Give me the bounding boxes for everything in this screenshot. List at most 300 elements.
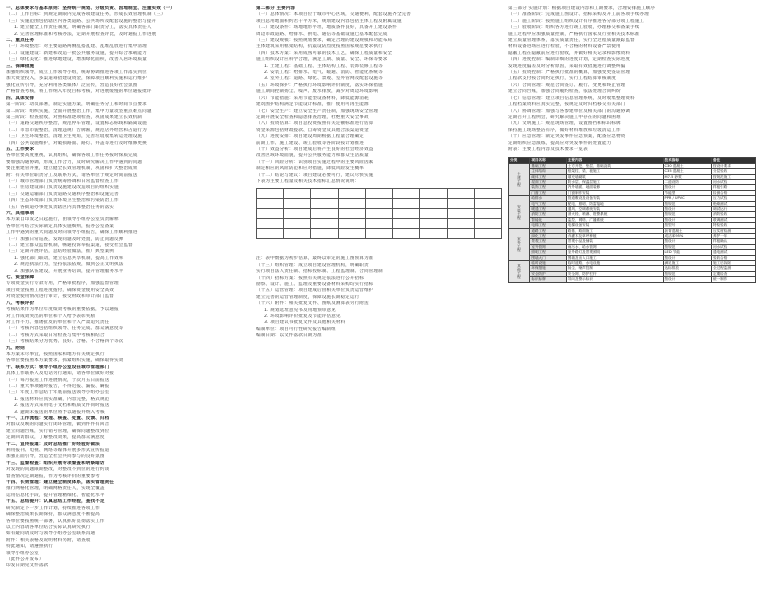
table-cell bbox=[447, 209, 474, 219]
table-cell bbox=[420, 229, 447, 239]
table-cell: 环保措施 bbox=[530, 266, 566, 271]
table-cell: LED 节能 bbox=[663, 250, 711, 255]
table-cell: 样板引路 bbox=[711, 185, 755, 190]
text-line: 运用信息化手段，提升管理精细化、智能化水平 bbox=[6, 492, 105, 498]
text-line: （四）技术方案：采用成熟可靠的技术工艺，确保工程质量和安全 bbox=[256, 50, 393, 56]
table-cell bbox=[338, 229, 365, 239]
table-cell bbox=[420, 189, 447, 199]
text-line: （七）安全生产：建立安全生产责任制，加强现场安全管理 bbox=[256, 108, 379, 114]
engineering-table bbox=[508, 157, 756, 282]
table-cell bbox=[257, 229, 284, 239]
table-cell: 智能化 bbox=[530, 217, 566, 222]
table-cell: 砌体工程 bbox=[530, 174, 566, 179]
text-line: 确保整治成果长期保持，群众满意度不断提高 bbox=[6, 512, 100, 518]
table-cell: 按设计 bbox=[663, 207, 711, 212]
text-line: （一）考核内容包括组织领导、任务完成、群众满意度等 bbox=[6, 326, 124, 332]
text-line: 施工过程中应加强质量控制，严格执行国家及行业相关技术标准 bbox=[508, 31, 640, 37]
text-line: （十六）附件：相关批复文件、图纸及测算表另行附送 bbox=[256, 301, 369, 307]
table-cell bbox=[284, 189, 311, 199]
table-group-cell: 安装工程 bbox=[509, 196, 530, 228]
table-cell: 安全网、防护栏杆 bbox=[566, 271, 663, 276]
text-line: 考核结果作为单位年度绩效考核的重要依据，予以通报 bbox=[6, 307, 119, 313]
text-line: 各单位可结合实际制定具体实施细则，报办公室备案 bbox=[6, 223, 114, 229]
text-line: 二、重点任务 bbox=[6, 38, 35, 44]
table-cell: 施工后拆除 bbox=[711, 261, 755, 266]
table-header-cell: 主要内容 bbox=[566, 158, 663, 163]
text-line: 具体工作联系人及电话另行通知，请各单位做好对接 bbox=[6, 371, 114, 377]
text-line: （一）准备阶段：完成施工图设计、招标采购及开工前各项手续办理 bbox=[508, 12, 649, 18]
text-column-right bbox=[508, 6, 756, 606]
table-cell bbox=[365, 219, 392, 229]
table-cell bbox=[447, 229, 474, 239]
table-cell bbox=[284, 229, 311, 239]
text-line: 隐蔽工程在隐蔽前应进行验收，并做好相关记录和影像资料 bbox=[508, 50, 631, 56]
text-line: 1. 报送材料应真实准确，内容完整，格式规范 bbox=[14, 396, 110, 402]
table-header-cell: 分类 bbox=[509, 158, 530, 163]
table-cell bbox=[474, 229, 501, 239]
text-line: （二）工作目标：到规定期限内完成各项建设任务，形成长效管理机制（三） bbox=[6, 12, 166, 18]
table-cell: 闭水试验 bbox=[711, 179, 755, 184]
text-line: 编制日期：以文件落款日期为准 bbox=[256, 333, 322, 339]
text-line: （四）生态环境部门负责环境卫生整治和污染防治工作 bbox=[6, 198, 119, 204]
table-cell: 道路工程 bbox=[530, 228, 566, 233]
text-line: （六）节能措施：采用节能型设备材料，降低能源消耗 bbox=[256, 95, 369, 101]
text-line: 印发日期见文件落款 bbox=[6, 563, 49, 569]
table-cell: 室外路灯及景观照明 bbox=[566, 250, 663, 255]
text-line: 1. 强化部门联动，建立信息共享机制，提高工作效率 bbox=[14, 255, 124, 261]
text-line: 建立问题台账，实行销号管理，确保问题整改到位 bbox=[6, 428, 110, 434]
text-line: 2. 安装工程：给排水、电气、暖通、消防、智能化系统等 bbox=[264, 70, 383, 76]
table-cell: 沥青混凝土 bbox=[663, 228, 711, 233]
table-cell bbox=[338, 209, 365, 219]
table-cell: 内外墙面、地面装修 bbox=[566, 185, 663, 190]
table-cell: M7.5 砂浆 bbox=[663, 174, 711, 179]
text-line: 十三、监督检查：组织开展专项督查和明察暗访 bbox=[6, 460, 105, 466]
text-line: 实行项目法人责任制、招标投标制、工程监理制、合同管理制 bbox=[256, 269, 383, 275]
table-cell: 节能型 bbox=[663, 190, 711, 195]
table-cell: 通电测试 bbox=[711, 250, 755, 255]
text-line: 督查情况定期通报，作为考核评价的重要参考 bbox=[6, 473, 100, 479]
text-line: （十五）运营管理：项目建成后由相关单位负责运营维护 bbox=[256, 288, 374, 294]
text-line: 利用报刊、电视、网络等媒体开展多形式宣传报道 bbox=[6, 448, 110, 454]
text-line: （四）进度控制：编制详细的进度计划，定期检查实际进度 bbox=[508, 57, 631, 63]
text-line: 定期回访群众，了解整改效果，提高群众满意度 bbox=[6, 435, 105, 441]
text-line: （二）设施建设：新建和改造一批公共服务设施，提升综合承载能力 bbox=[6, 50, 147, 56]
text-line: 对工作不力、推诿扯皮的单位和个人严肃追究责任 bbox=[6, 319, 110, 325]
text-line: 对发现的问题限期整改，对整改不到位的进行约谈 bbox=[6, 467, 110, 473]
text-line: （三）建设规模：按照规划要求，确定合理的建设规模和功能布局 bbox=[256, 38, 393, 44]
table-cell: 分层验收 bbox=[711, 169, 755, 174]
table-cell: 达标排放 bbox=[663, 266, 711, 271]
table-cell: 标识标牌 bbox=[530, 277, 566, 282]
table-row bbox=[257, 229, 502, 239]
table-cell: 满足施工 bbox=[663, 261, 711, 266]
table-cell: PPR / UPVC bbox=[663, 196, 711, 201]
table-cell bbox=[257, 219, 284, 229]
table-cell bbox=[311, 229, 338, 239]
text-line: （十）应急管理：制定突发事件应急预案，配备应急物资 bbox=[508, 134, 626, 140]
text-line: （一）城市管理部门负责统筹协调和日常监督检查工作 bbox=[6, 178, 119, 184]
text-line: （十三）组织管理：成立项目建设管理机构，明确职责 bbox=[256, 262, 369, 268]
text-line: 对群众反映的问题实行闭环管理，做到件件有回音 bbox=[6, 422, 110, 428]
text-line: （二）考核方式采取日常检查与集中考核相结合 bbox=[6, 332, 105, 338]
text-line: 十四、长效管理：建立健全制度体系，落实管理责任 bbox=[6, 480, 114, 486]
text-line: （五）投资控制：严格执行批准的概算，加强变更签证管理 bbox=[508, 70, 631, 76]
text-line: 十一、工作流程：受理、核查、处置、反馈、归档 bbox=[6, 416, 110, 421]
table-header-cell: 技术指标 bbox=[663, 158, 711, 163]
table-cell: 填充墙砌筑 bbox=[566, 174, 663, 179]
table-cell: 门窗制作安装 bbox=[566, 190, 663, 195]
text-line: （一）总体情况：本项目位于城市中心区域，交通便利，配套设施齐全完善 bbox=[256, 12, 411, 18]
text-line: 2. 完善管理标准和考核办法，定期开展检查评比，及时通报工作进展 bbox=[14, 31, 157, 37]
text-line: （二）施工阶段：按照施工组织设计有序推进各分部分项工程施工 bbox=[508, 18, 645, 24]
text-line: 第二阶段：组织实施，全面开展整治工作，集中力量攻坚重点难点问题 bbox=[6, 108, 152, 114]
table-cell: 二道设防 bbox=[663, 179, 711, 184]
text-line: （一）每月报送工作进展情况，于次月五日前报送 bbox=[6, 377, 110, 383]
table-cell bbox=[447, 219, 474, 229]
text-line: 十二、宣传报道：及时总结推广好经验好做法 bbox=[6, 441, 100, 447]
text-line: 2. 环境影响评价批复及节能评估意见 bbox=[264, 314, 341, 320]
text-line: （一）环境整治：对主要道路两侧乱搭乱建、乱堆乱放进行集中清理 bbox=[6, 44, 147, 50]
text-line: 3. 逾期未报送的单位将予以通报并纳入考核 bbox=[14, 409, 105, 415]
text-line: （十）效益分析：项目建成后将产生良好的社会经济效益 bbox=[256, 146, 374, 152]
text-line: 要加强沟通协调，形成工作合力，及时研究解决工作中遇到的问题 bbox=[6, 159, 143, 165]
text-line: 加强组织领导，成立工作领导小组，统筹协调推进各项工作落实到位 bbox=[6, 70, 147, 76]
text-line: （三）交通运输部门负责道路交通秩序整治和设施完善 bbox=[6, 191, 119, 197]
text-line: 领导小组办公室 bbox=[6, 550, 39, 556]
table-cell: 主体结构 bbox=[530, 169, 566, 174]
table-cell: 临时设施 bbox=[530, 261, 566, 266]
table-cell: 按型号 bbox=[663, 223, 711, 228]
text-line: （二）重大事项随时报告，不得迟报、漏报、瞒报 bbox=[6, 383, 110, 389]
paragraph-right bbox=[508, 6, 756, 153]
text-line: 本方案未尽事宜，按照国家和地方有关规定执行 bbox=[6, 351, 105, 357]
table-cell: C30 混凝土 bbox=[663, 163, 711, 168]
table-cell: 消防验收 bbox=[711, 212, 755, 217]
text-line: 建立完善的运营管理制度，保障设施长期稳定运行 bbox=[256, 294, 360, 300]
table-cell: 临时道路、水电设施 bbox=[566, 261, 663, 266]
text-line: （十四）招标方案：按照有关规定依法进行公开招标 bbox=[256, 275, 364, 281]
table-cell: 绿化工程 bbox=[530, 234, 566, 239]
text-line: 定期组织应急演练，提高应对突发事件的处置能力 bbox=[508, 140, 612, 146]
table-cell: 全过程监测 bbox=[711, 266, 755, 271]
text-line: 发现进度偏差及时分析原因，采取有效措施进行调整纠偏 bbox=[508, 63, 626, 69]
table-cell bbox=[338, 219, 365, 229]
table-cell: 统一制作 bbox=[711, 277, 755, 282]
text-line: （十一）风险分析：识别项目实施过程中的主要风险因素 bbox=[256, 159, 374, 165]
text-line: （三）定期开展评估，总结经验做法，推广典型案例 bbox=[6, 249, 114, 255]
text-line: （三）卫生环境整治，清理卫生死角，完善垃圾收集转运处理设施 bbox=[6, 134, 143, 140]
text-line: 工作中遇到的重大问题及时向领导小组报告，确保工作顺利推进 bbox=[6, 230, 138, 236]
text-line: （此件公开发布） bbox=[6, 556, 44, 562]
text-line: （九）文明施工：规范现场管理，设置围挡和标识标牌 bbox=[508, 121, 621, 127]
table-cell: 电气工程 bbox=[530, 201, 566, 206]
text-line: 专项资金实行专款专用，严格审批程序，加强监督管理 bbox=[6, 281, 119, 287]
table-cell: 屋面工程 bbox=[530, 179, 566, 184]
table-cell: 雨污水、给水管网 bbox=[566, 244, 663, 249]
table-cell: 室外管网 bbox=[530, 244, 566, 249]
text-line: 2. 报送方式采用电子文档和纸质文件同时报送 bbox=[14, 403, 110, 409]
table-cell bbox=[393, 189, 420, 199]
text-line: 项目资金按照工程进度拨付，确保资金使用安全高效 bbox=[6, 287, 114, 293]
text-line: 工程款支付按合同约定执行，实行工程结算审核制度 bbox=[508, 76, 616, 82]
text-line: （三）绿化美化：推进绿地建设，增加绿化面积，改善人居环境质量 bbox=[6, 57, 147, 63]
text-line: 八、考核评价 bbox=[6, 300, 35, 306]
table-row bbox=[257, 199, 502, 209]
table-cell: 配电、照明、防雷接地 bbox=[566, 201, 663, 206]
table-cell bbox=[338, 189, 365, 199]
table-row bbox=[257, 209, 502, 219]
text-line: 十、联系方式：领导小组办公室设在城市管理部门 bbox=[6, 364, 110, 370]
text-line: （三）考核结果分为优秀、良好、合格、不合格四个等次 bbox=[6, 339, 124, 345]
text-line: 本方案自印发之日起施行，由领导小组办公室负责解释 bbox=[6, 217, 119, 223]
text-line: （一）加强日常巡查，发现问题及时处置，防止问题反弹 bbox=[6, 236, 124, 242]
table-cell: 按设计 bbox=[663, 277, 711, 282]
text-line: 研究制定下一步工作计划，持续推进各项工作 bbox=[6, 505, 100, 511]
table-cell: 导向及警示标识 bbox=[566, 277, 663, 282]
text-line: 改善区域环境面貌，提升公共服务能力和群众生活质量 bbox=[256, 153, 369, 159]
table-cell: 防水层、保温层施工 bbox=[566, 179, 663, 184]
text-line: 前期工作、施工建设、竣工验收等各阶段按计划推进 bbox=[256, 140, 364, 146]
text-line: （三）验收阶段：组织各方进行竣工验收，办理移交和备案手续 bbox=[508, 25, 640, 31]
table-cell: 管道敷设及设备安装 bbox=[566, 196, 663, 201]
table-cell: 景观工程 bbox=[530, 239, 566, 244]
text-line: 要注重建管并重，建立健全长效管理机制，巩固和扩大整治成果 bbox=[6, 166, 138, 172]
table-header-cell: 项目名称 bbox=[530, 158, 566, 163]
table-cell: 监控、网络、广播系统 bbox=[566, 217, 663, 222]
text-line: 3. 加强队伍建设，开展业务培训，提升管理服务水平 bbox=[14, 268, 124, 274]
table-cell bbox=[393, 209, 420, 219]
table-cell: 围墙及出入口施工 bbox=[566, 255, 663, 260]
text-line: 施工期间控制扬尘、噪声、废水排放，减少对周边环境影响 bbox=[256, 89, 379, 95]
text-line: 定期开展安全检查和隐患排查治理，杜绝重大安全事故 bbox=[256, 114, 369, 120]
table-cell bbox=[311, 189, 338, 199]
text-line: 对资金使用情况进行审计，接受财政和审计部门监督 bbox=[6, 294, 114, 300]
text-line: 第三部分 实施计划：根据项目建设内容和工期要求，合理安排施工顺序 bbox=[508, 6, 656, 11]
text-line: 周边市政道路、给排水、供电、通信等基础设施已基本配套完成 bbox=[256, 31, 388, 37]
text-line: 工程档案资料应真实完整，按规定及时归档移交有关部门 bbox=[508, 102, 626, 108]
text-line: （一）道路交通秩序整治，规范停车管理，设置标志标线和隔离设施 bbox=[6, 121, 147, 127]
table-cell: 按设计 bbox=[663, 255, 711, 260]
text-line: （二）住房建设部门负责设施建设改造项目的组织实施 bbox=[6, 185, 119, 191]
table-cell: 压力试验 bbox=[711, 196, 755, 201]
table-cell bbox=[393, 199, 420, 209]
text-line: 各单位要按照统一部署，认真抓好贯彻落实工作 bbox=[6, 518, 105, 524]
text-line: 推行网格化管理，明确网格责任人，实现全覆盖 bbox=[6, 486, 105, 492]
text-line: 1. 土建工程：基础工程、主体结构工程、装饰装修工程等 bbox=[264, 63, 383, 69]
text-line: 六、其他事项 bbox=[6, 211, 35, 216]
table-cell: 扬尘、噪声控制 bbox=[566, 266, 663, 271]
table-cell bbox=[311, 219, 338, 229]
table-cell: 景观小品及铺装 bbox=[566, 239, 663, 244]
text-line: 资金来源包括财政拨款、自筹资金及其他合法渠道资金 bbox=[256, 127, 369, 133]
table-cell bbox=[365, 189, 392, 199]
text-line: 七、资金保障 bbox=[6, 275, 35, 281]
text-line: 3. 项目建议书批复文件及其他相关材料 bbox=[264, 320, 346, 326]
table-cell bbox=[365, 209, 392, 219]
text-line: 一、总体要求与基本原则：坚持统一规划、分级负责、因地制宜、注重实效（一） bbox=[6, 6, 175, 11]
table-cell: 按规范施工 bbox=[711, 174, 755, 179]
table-cell: 按设计要求 bbox=[711, 163, 755, 168]
text-line: 加强正面引导，营造全社会共同参与的良好氛围 bbox=[6, 454, 105, 460]
text-line: 项目总用地面积约若干平方米，规划建设内容包括主体工程及附属设施 bbox=[256, 18, 402, 24]
table-cell: 基础工程 bbox=[530, 163, 566, 168]
table-cell: 装饰工程 bbox=[530, 185, 566, 190]
text-line: 各单位要高度重视，认真组织，确保各项工作任务按时保质完成 bbox=[6, 153, 138, 159]
table-cell: 按设计 bbox=[663, 217, 711, 222]
table-cell bbox=[447, 199, 474, 209]
table-cell: 暖通工程 bbox=[530, 207, 566, 212]
text-line: 以上内容请各单位结合实际认真研究执行 bbox=[6, 524, 91, 530]
text-line: 强化宣传引导，充分利用各类媒体广泛宣传，营造良好社会氛围 bbox=[6, 82, 138, 88]
text-line: （五）各街道办事处负责辖区内具体整治任务的落实 bbox=[6, 204, 114, 210]
table-cell: 按设计 bbox=[663, 239, 711, 244]
text-line: 建立合同台账，加强合同履约检查，依法处理合同纠纷 bbox=[508, 89, 621, 95]
text-line: 第一阶段：动员部署，制定实施方案，明确任务分工和时间节点要求 bbox=[6, 102, 147, 108]
text-line: 五、工作要求 bbox=[6, 146, 35, 152]
table-cell: 路基、路面施工 bbox=[566, 228, 663, 233]
text-line: 下表为主要工程量及相关技术指标汇总情况说明： bbox=[256, 178, 360, 184]
text-line: 特此通知，请遵照执行 bbox=[6, 544, 53, 550]
table-cell: 围墙大门 bbox=[530, 255, 566, 260]
text-line: 定期召开工程例会，研究解决施工中存在的问题和困难 bbox=[508, 114, 621, 120]
table-header-cell: 备注 bbox=[711, 158, 755, 163]
paragraph-bottom bbox=[256, 256, 502, 339]
table-cell bbox=[311, 209, 338, 219]
table-cell: 按规范 bbox=[663, 212, 711, 217]
table-cell: 按规范 bbox=[663, 244, 711, 249]
text-line: 2. 规范执法行为，坚持依法依规，做到公正文明执法 bbox=[14, 262, 124, 268]
table-cell: 检测合格 bbox=[711, 190, 755, 195]
table-cell: 电梯工程 bbox=[530, 223, 566, 228]
table-cell bbox=[420, 199, 447, 209]
table-cell bbox=[474, 199, 501, 209]
text-column-left bbox=[6, 6, 248, 606]
table-cell: 通风、空调系统安装 bbox=[566, 207, 663, 212]
table-cell: 照明工程 bbox=[530, 250, 566, 255]
text-line: 制定相应的风险防范和应对措施，降低风险发生概率 bbox=[256, 166, 364, 172]
table-row bbox=[509, 277, 756, 282]
table-cell: 框架柱、梁、板施工 bbox=[566, 169, 663, 174]
text-line: （八）投资估算：项目总投资按照有关定额标准进行估算 bbox=[256, 121, 374, 127]
text-line: 各单位要按照本方案要求，抓紧组织实施，确保取得实效 bbox=[6, 358, 124, 364]
table-cell: 按规范 bbox=[663, 271, 711, 276]
table-cell bbox=[420, 209, 447, 219]
text-line: （三）年度工作总结于年底前报送领导小组办公室 bbox=[6, 390, 110, 396]
section-heading: 第二部分 主要内容 bbox=[256, 6, 296, 11]
text-line: （二）市容市貌整治，清理违规广告牌匾，规范店外经营和占道行为 bbox=[6, 127, 147, 133]
table-cell bbox=[365, 229, 392, 239]
text-line: 建立质量管理体系，落实质量责任，实行全过程质量跟踪监督 bbox=[508, 38, 635, 44]
text-line: 3. 室外工程：道路、绿化、景观、室外管网及配套设施等 bbox=[264, 76, 383, 82]
table-cell: 成活率95% bbox=[663, 234, 711, 239]
text-line: 1. 建立健全工作责任制度，明确各部门职责分工，落实具体责任人 bbox=[14, 25, 152, 31]
text-line: 四、具体安排 bbox=[6, 95, 35, 101]
text-line: （七）信息管理：建立项目信息管理系统，及时收集整理资料 bbox=[508, 95, 635, 101]
text-line: （五）环境保护：严格执行环境影响评价制度，落实环保措施 bbox=[256, 82, 383, 88]
table-cell: 按规范 bbox=[663, 201, 711, 206]
table-cell: 联调测试 bbox=[711, 217, 755, 222]
table-cell bbox=[474, 189, 501, 199]
table-cell bbox=[474, 219, 501, 229]
table-cell: 消火栓、喷淋、报警系统 bbox=[566, 212, 663, 217]
table-group-cell: 土建工程 bbox=[509, 163, 530, 195]
text-line: 注：表中数据为初步估算，最终以审定的施工图预算为准 bbox=[256, 256, 374, 262]
table-cell: 调试运行 bbox=[711, 207, 755, 212]
table-cell bbox=[284, 199, 311, 209]
table-cell bbox=[257, 189, 284, 199]
table-cell: 验收合格 bbox=[711, 255, 755, 260]
table-cell: 特检验收 bbox=[711, 223, 755, 228]
text-line: 严格督查考核，将工作纳入年度目标考核，对进展缓慢的单位通报批评 bbox=[6, 89, 152, 95]
text-line: 十五、总结提升：认真总结工作经验，查找不足 bbox=[6, 499, 105, 505]
text-line: 附件：相关表格及说明材料另附，请查收 bbox=[6, 537, 91, 543]
table-cell bbox=[257, 209, 284, 219]
text-line: 勘察、设计、施工、监理及重要设备材料采购均实行招标 bbox=[256, 282, 374, 287]
text-line: （八）协调管理：加强与各参建单位及相关部门的沟通协调 bbox=[508, 108, 631, 114]
table-cell bbox=[365, 199, 392, 209]
table-cell bbox=[338, 199, 365, 209]
table-cell: 土方开挖、垫层、基础浇筑 bbox=[566, 163, 663, 168]
table-cell: 压实度检测 bbox=[711, 228, 755, 233]
table-cell: 定期检查 bbox=[711, 271, 755, 276]
text-line: 加大资金投入，多渠道筹措建设资金，保障项目顺利实施和运行维护 bbox=[6, 76, 147, 82]
table-cell: 养护一年 bbox=[711, 234, 755, 239]
table-cell bbox=[393, 219, 420, 229]
text-line: （六）合同管理：规范合同签订、履行、变更和终止管理 bbox=[508, 82, 626, 88]
table-cell: 安全防护 bbox=[530, 271, 566, 276]
table-cell bbox=[311, 199, 338, 209]
text-column-middle bbox=[256, 6, 502, 606]
text-line: 施工组织设计应科学合理，满足工期、质量、安全、环保等要求 bbox=[256, 57, 388, 63]
text-line: 1. 规划选址意见书及用地预审意见 bbox=[264, 307, 336, 313]
text-line: 附：有关单位职责分工及联系方式，请各单位于规定时间前报送 bbox=[6, 172, 138, 178]
table-cell bbox=[284, 209, 311, 219]
text-line: 如有疑问请及时与领导小组办公室联系沟通 bbox=[6, 531, 96, 537]
text-line: （二）建设条件：场地地形平坦，地质条件良好，具备开工建设条件 bbox=[256, 25, 397, 31]
text-line: 九、附则 bbox=[6, 345, 25, 351]
table-row bbox=[257, 189, 502, 199]
table-cell: 乔灌木及草坪种植 bbox=[566, 234, 663, 239]
table-cell: 闭水试验 bbox=[711, 244, 755, 249]
table-cell bbox=[284, 219, 311, 229]
table-cell bbox=[447, 189, 474, 199]
table-cell: 绝缘测试 bbox=[711, 201, 755, 206]
table-cell: 电梯设备安装 bbox=[566, 223, 663, 228]
table-cell bbox=[474, 209, 501, 219]
table-cell: 消防工程 bbox=[530, 212, 566, 217]
text-line: 材料设备进场应进行检验，不合格的材料设备严禁使用 bbox=[508, 44, 621, 50]
text-line: 主体建筑采用框架结构，抗震设防烈度按照国家规范要求执行 bbox=[256, 44, 383, 50]
text-line: 附表：主要工程内容及技术要求一览表 bbox=[508, 146, 588, 152]
text-line: （四）公共设施维护，对破损路面、路灯、井盖等进行及时维修更换 bbox=[6, 140, 147, 146]
text-line: 对工作成效突出的单位和个人给予表彰奖励 bbox=[6, 313, 96, 319]
table-cell: 按设计 bbox=[663, 185, 711, 190]
text-line: 保持施工现场整洁有序，做好材料堆放和垃圾清运工作 bbox=[508, 127, 621, 133]
table-group-cell: 其他工程 bbox=[509, 261, 530, 283]
spacer bbox=[256, 242, 502, 256]
text-line: （三）实施范围包括辖区内各类道路、公共场所及配套设施的整治与提升 bbox=[6, 18, 157, 24]
table-cell: 给排水 bbox=[530, 196, 566, 201]
text-line: 第三阶段：检查验收，对照标准逐项检查，巩固成果建立长效机制 bbox=[6, 114, 143, 120]
data-table-middle bbox=[256, 188, 502, 239]
table-cell: 门窗工程 bbox=[530, 190, 566, 195]
table-group-cell: 室外工程 bbox=[509, 228, 530, 260]
table-row bbox=[257, 219, 502, 229]
text-line: （九）进度安排：项目建设周期根据工程量合理确定 bbox=[256, 134, 364, 140]
text-line: 编制单位：项目可行性研究报告编制组 bbox=[256, 326, 336, 332]
table-cell bbox=[420, 219, 447, 229]
